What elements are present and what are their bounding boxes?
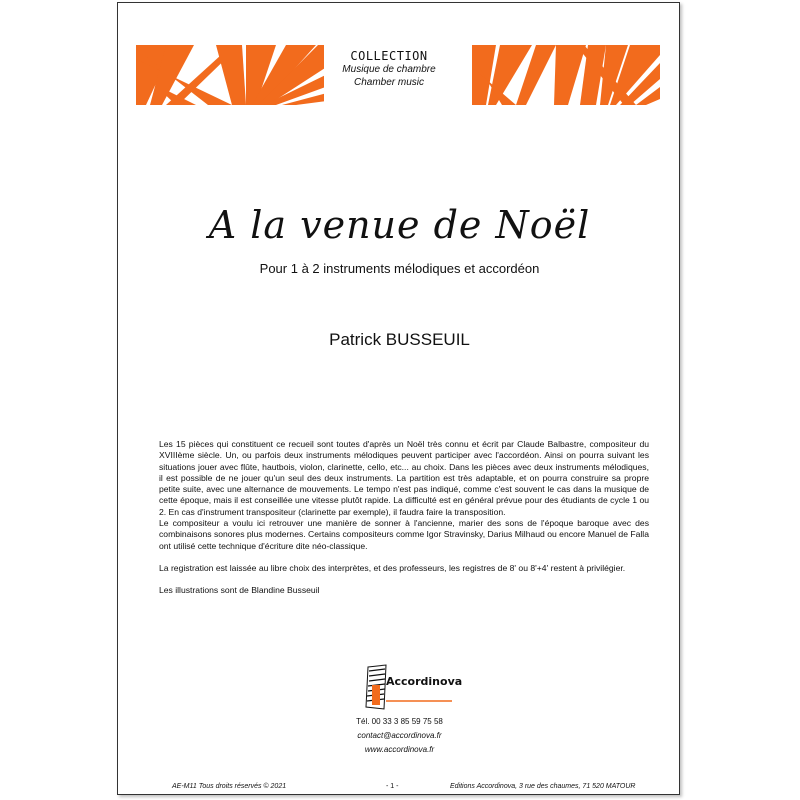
paragraph: La registration est laissée au libre choix des interprètes, et des professeurs, les registres de 8' ou 8'+4' restent à privilégier. <box>159 562 626 573</box>
page-title: A la venue de Noël <box>208 203 591 247</box>
page-number: - 1 - <box>386 783 399 790</box>
footer-publisher: Editions Accordinova, 3 rue des chaumes, 71 520 MATOUR <box>450 783 636 790</box>
email-link[interactable]: contact@accordinova.fr <box>357 731 442 740</box>
logo-wordmark: Accordinova <box>386 675 463 688</box>
page-subtitle: Pour 1 à 2 instruments mélodiques et accordéon <box>259 261 540 276</box>
website-link[interactable]: www.accordinova.fr <box>364 745 435 754</box>
description-text <box>159 439 649 608</box>
collection-subtitle-fr: Musique de chambre <box>342 64 436 75</box>
paragraph: Les illustrations sont de Blandine Busseuil <box>159 585 320 596</box>
collection-label-box <box>324 45 454 105</box>
contact-block <box>118 715 681 757</box>
collection-subtitle-en: Chamber music <box>353 77 425 88</box>
phone-number: Tél. 00 33 3 85 59 75 58 <box>356 717 443 726</box>
collection-title: COLLECTION <box>350 49 428 63</box>
paragraph: Les 15 pièces qui constituent ce recueil sont toutes d'après un Noël très connu et écrit par Claude Balbastre, compositeur du XVIIIème siècle. Un, ou parfois deux instruments mélodiques peuvent participer avec l'accordéon. Ainsi on pourra suivant les situations jouer avec flûte, hautbois, violon, clarinette, cello, etc... au choix. Dans les pièces avec deux instruments mélodiques, il est possible de ne jouer qu'un seul des deux instruments. La partition est très adaptable, et on pourra construire sa propre petite suite, avec une alternance de mouvements. Le tempo n'est pas indiqué, comme c'est souvent le cas dans la musique de cette époque, mais il est conseillée une vitesse plutôt rapide. La difficulté est en général prévue pour des étudiants de cycle 1 ou 2. En cas d'instrument transpositeur (clarinette par exemple), il faudra faire la transposition. Le compositeur a voulu ici retrouver une manière de sonner à l'ancienne, marier des sons de l'époque baroque avec des combinaisons sonores plus modernes. Certains compositeurs comme Igor Stravinsky, Darius Milhaud ou encore Manuel de Falla ont utilisé cette technique d'écriture dite néo-classique. <box>159 439 649 551</box>
footer-reference: AE-M11 Tous droits réservés © 2021 <box>172 783 287 790</box>
document-page <box>117 2 680 795</box>
author-name: Patrick BUSSEUIL <box>329 330 470 349</box>
